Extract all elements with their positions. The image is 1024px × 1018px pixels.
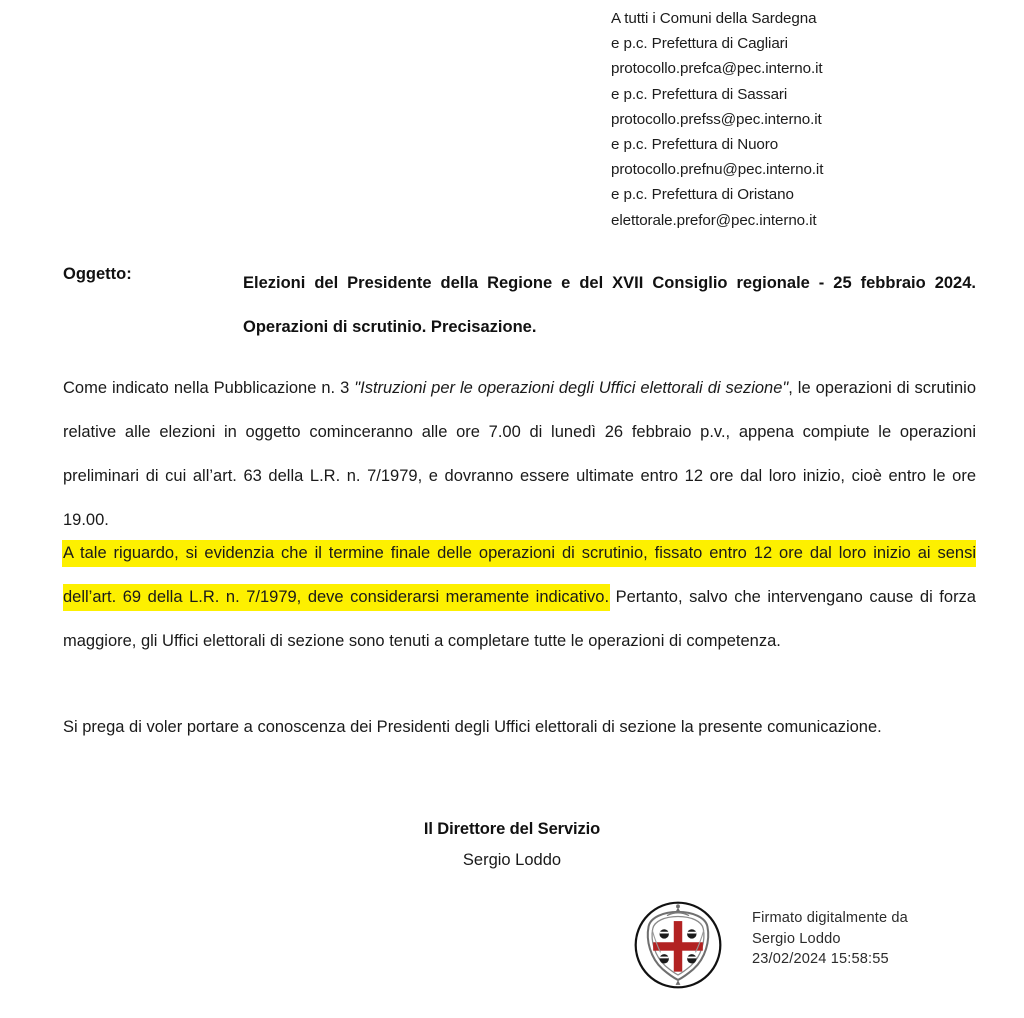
recipient-line: e p.c. Prefettura di Sassari [611, 85, 788, 103]
signature-title: Il Direttore del Servizio [423, 820, 601, 838]
recipient-email: protocollo.prefnu@pec.interno.it [611, 161, 824, 179]
recipient-email: elettorale.prefor@pec.interno.it [611, 211, 817, 229]
recipient-line: e p.c. Prefettura di Cagliari [611, 35, 788, 53]
signed-by-label: Firmato digitalmente da [752, 910, 908, 926]
recipient-email: protocollo.prefca@pec.interno.it [611, 60, 823, 78]
signature-timestamp: 23/02/2024 15:58:55 [752, 951, 889, 967]
recipient-line: e p.c. Prefettura di Nuoro [611, 136, 779, 154]
sardinia-four-moors-seal-icon [632, 899, 724, 991]
intro-part-2: , le operazioni di scrutinio relative alle elezioni in oggetto cominceranno alle ore 7.00 di lunedì 26 febbraio p.v., appena compiute le operazioni preliminari di cui all’art. 63 della L.R. n. 7/1979, e dovranno essere ultimate entro 12 ore dal loro inizio, cioè entro le ore 19.00. [63, 379, 976, 529]
recipients-block [611, 6, 1011, 233]
paragraph-highlighted [63, 531, 976, 663]
recipient-email: protocollo.prefss@pec.interno.it [611, 110, 822, 128]
signer-name: Sergio Loddo [752, 930, 841, 947]
signature-name: Sergio Loddo [462, 851, 562, 869]
subject-text: Elezioni del Presidente della Regione e del XVII Consiglio regionale - 25 febbraio 2024. Operazioni di scrutinio. Precisazione. [243, 274, 976, 336]
highlighted-text: A tale riguardo, si evidenzia che il termine finale delle operazioni di scrutinio, fissato entro 12 ore dal loro inizio ai sensi dell’art. 69 della L.R. n. 7/1979, deve considerarsi meramente indicativo. [63, 541, 976, 610]
digital-signature-stamp [632, 899, 908, 991]
recipient-line: e p.c. Prefettura di Oristano [611, 186, 794, 204]
subject-label: Oggetto: [63, 265, 132, 283]
intro-quote: "Istruzioni per le operazioni degli Uffici elettorali di sezione" [354, 379, 789, 397]
intro-part-1: Come indicato nella Pubblicazione n. 3 [63, 379, 355, 397]
highlighted-remainder: Pertanto, salvo che intervengano cause di forza maggiore, gli Uffici elettorali di sezione sono tenuti a completare tutte le operazioni di competenza. [63, 588, 976, 650]
recipient-line: A tutti i Comuni della Sardegna [611, 10, 817, 27]
paragraph-intro [63, 366, 976, 542]
signature-block [0, 814, 1024, 876]
subject-row [63, 261, 976, 349]
digital-signature-text [752, 899, 908, 970]
paragraph-closing: Si prega di voler portare a conoscenza dei Presidenti degli Uffici elettorali di sezione la presente comunicazione. [63, 718, 882, 736]
